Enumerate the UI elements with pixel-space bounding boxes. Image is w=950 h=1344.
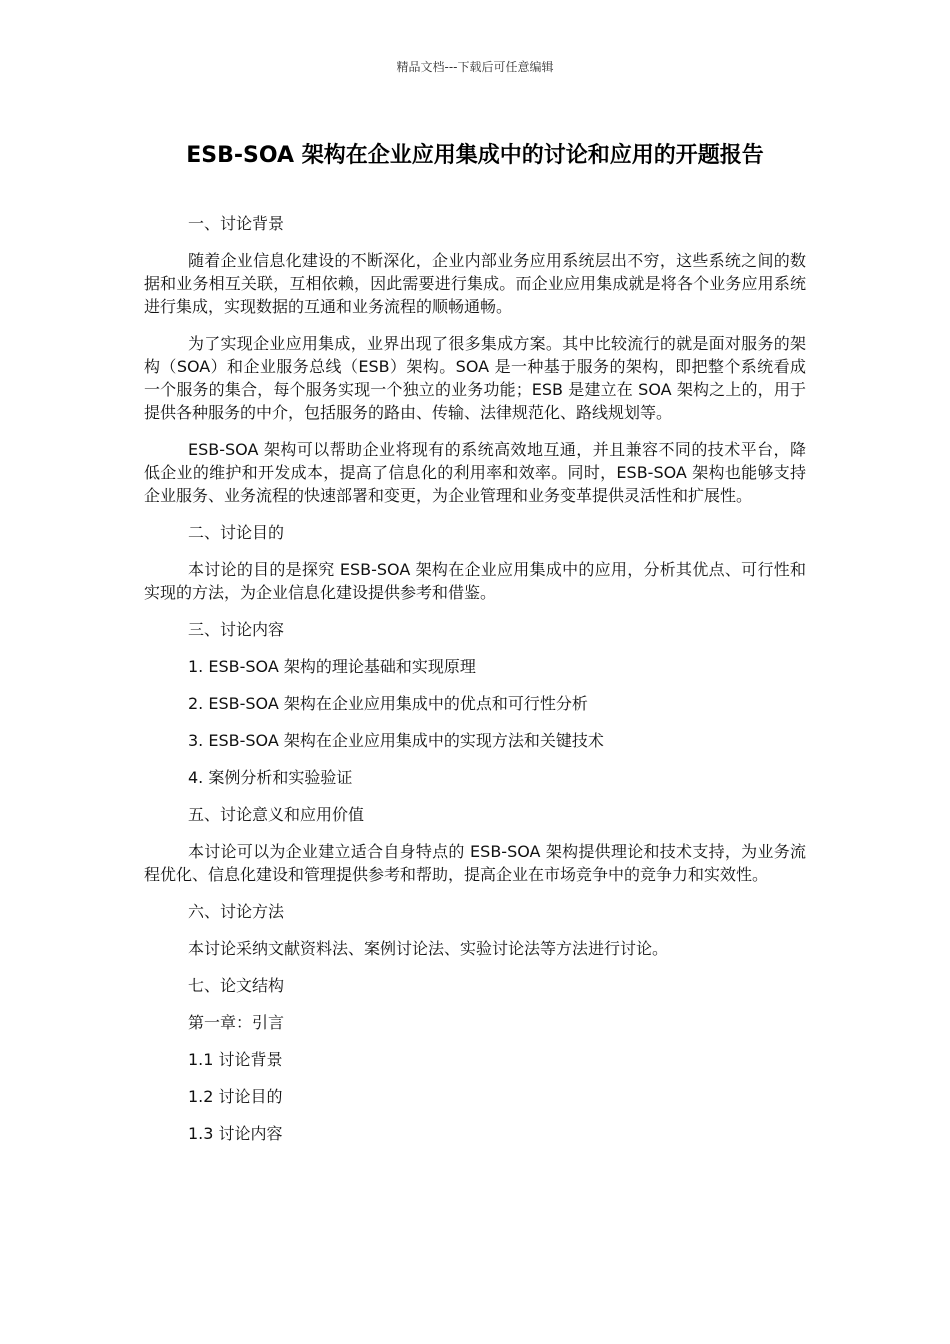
list-item: 第一章：引言 [188,1013,285,1032]
section-heading-structure: 七、论文结构 [188,976,285,995]
section-heading-purpose: 二、讨论目的 [188,523,285,542]
paragraph-background-3: ESB-SOA 架构可以帮助企业将现有的系统高效地互通，并且兼容不同的技术平台，降低企业的维护和开发成本，提高了信息化的利用率和效率。同时，ESB-SOA 架构也能够支持企业服务、业务流程的快速部署和变更，为企业管理和业务变革提供灵活性和扩展性。 [144,440,806,505]
paragraph-value: 本讨论可以为企业建立适合自身特点的 ESB-SOA 架构提供理论和技术支持，为业务流程优化、信息化建设和管理提供参考和帮助，提高企业在市场竞争中的竞争力和实效性。 [144,842,806,884]
header-note: 精品文档---下载后可任意编辑 [396,60,554,74]
paragraph-background-1: 随着企业信息化建设的不断深化，企业内部业务应用系统层出不穷，这些系统之间的数据和业务相互关联，互相依赖，因此需要进行集成。而企业应用集成就是将各个业务应用系统进行集成，实现数据的互通和业务流程的顺畅通畅。 [144,251,806,316]
list-item: 1.1 讨论背景 [188,1050,283,1069]
list-item: 2. ESB-SOA 架构在企业应用集成中的优点和可行性分析 [188,694,588,713]
section-heading-background: 一、讨论背景 [188,214,285,233]
list-item: 1. ESB-SOA 架构的理论基础和实现原理 [188,657,476,676]
document-body [144,212,806,1159]
document-title: ESB-SOA 架构在企业应用集成中的讨论和应用的开题报告 [186,143,764,168]
list-item: 3. ESB-SOA 架构在企业应用集成中的实现方法和关键技术 [188,731,604,750]
paragraph-background-2: 为了实现企业应用集成，业界出现了很多集成方案。其中比较流行的就是面对服务的架构（SOA）和企业服务总线（ESB）架构。SOA 是一种基于服务的架构，即把整个系统看成一个服务的集合，每个服务实现一个独立的业务功能；ESB 是建立在 SOA 架构之上的，用于提供各种服务的中介，包括服务的路由、传输、法律规范化、路线规划等。 [144,334,806,422]
section-heading-value: 五、讨论意义和应用价值 [188,805,365,824]
list-item: 1.3 讨论内容 [188,1124,283,1143]
list-item: 1.2 讨论目的 [188,1087,283,1106]
paragraph-purpose: 本讨论的目的是探究 ESB-SOA 架构在企业应用集成中的应用，分析其优点、可行性和实现的方法，为企业信息化建设提供参考和借鉴。 [144,560,806,602]
section-heading-method: 六、讨论方法 [188,902,285,921]
section-heading-content: 三、讨论内容 [188,620,285,639]
paragraph-method: 本讨论采纳文献资料法、案例讨论法、实验讨论法等方法进行讨论。 [188,939,669,958]
list-item: 4. 案例分析和实验验证 [188,768,353,787]
